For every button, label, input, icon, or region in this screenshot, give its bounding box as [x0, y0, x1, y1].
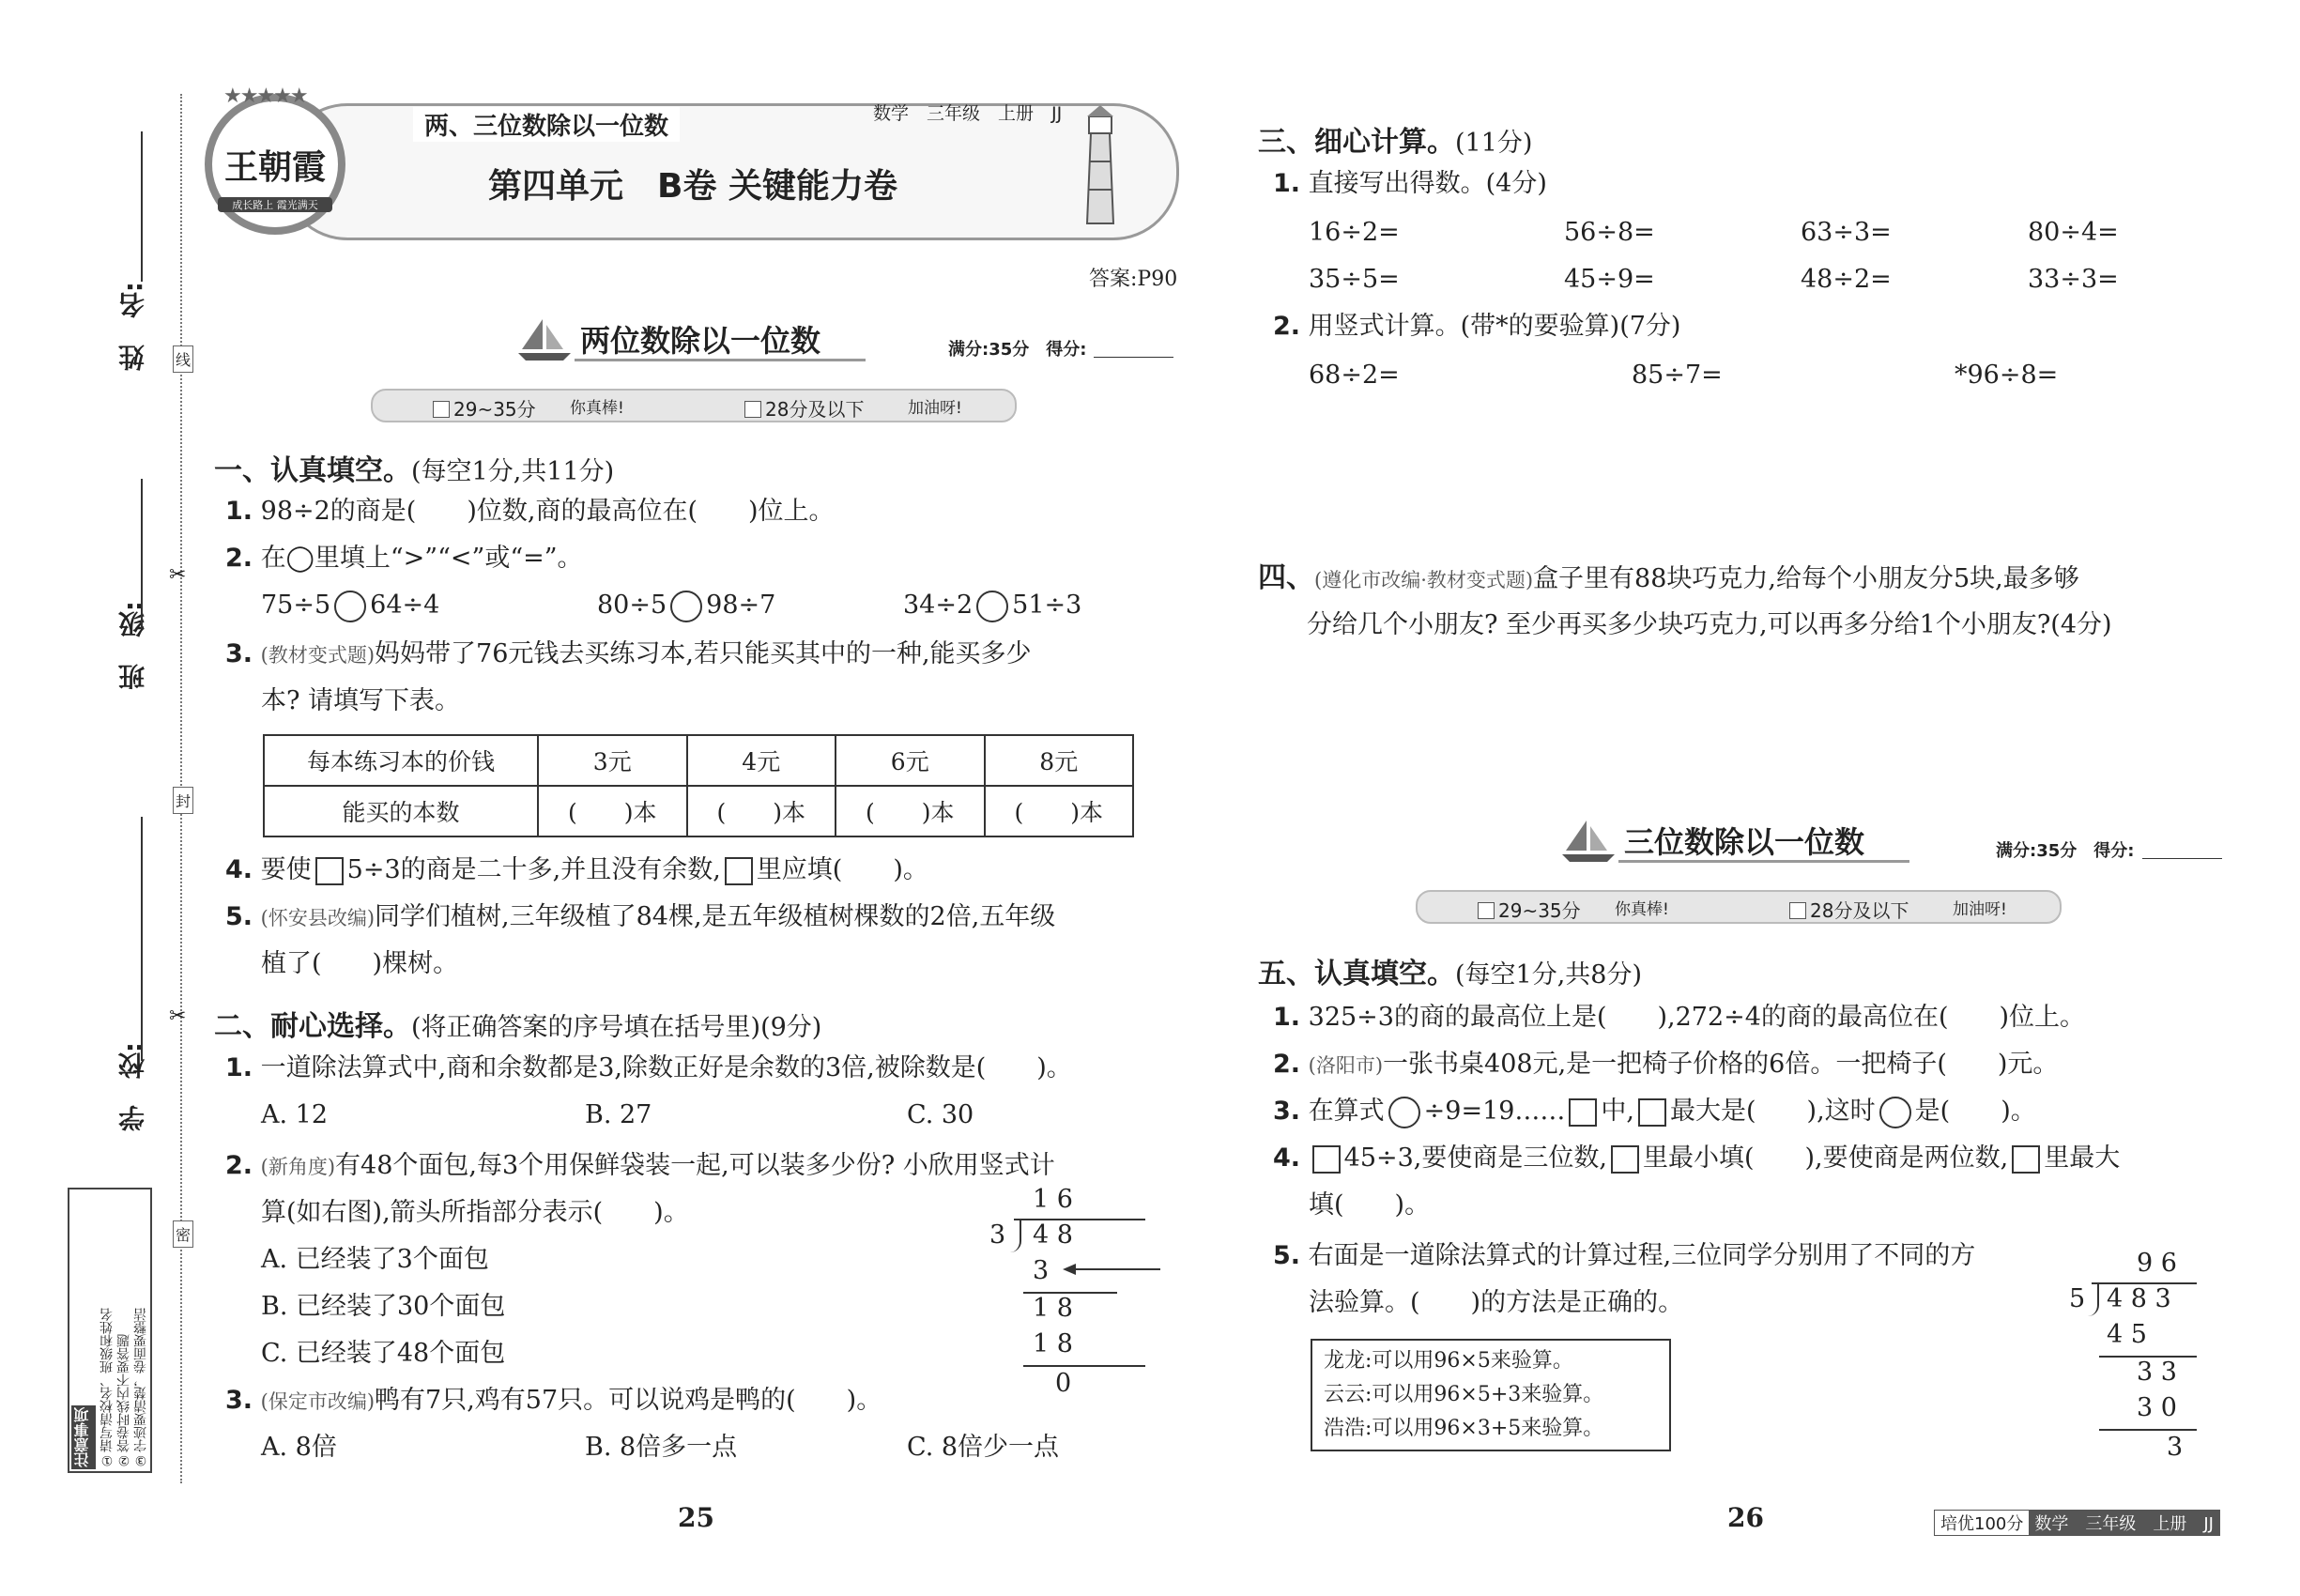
table-cell: 6元	[836, 735, 985, 786]
s2-q2-line2: 算(如右图),箭头所指部分表示( )。	[261, 1198, 689, 1227]
answer-box[interactable]	[1312, 1145, 1341, 1174]
q-number: 5.	[225, 902, 253, 931]
q-text: 要使	[260, 855, 312, 884]
calc-item: 16÷2=	[1309, 218, 1400, 247]
s5-q3	[1273, 1093, 2036, 1130]
answer-box[interactable]	[725, 857, 753, 885]
answer-box[interactable]	[1611, 1145, 1639, 1174]
table-cell: 3元	[538, 735, 687, 786]
q-source: (保定市改编)	[260, 1390, 376, 1413]
section-3-heading: 三、细心计算。	[1258, 126, 1455, 159]
remainder: 3	[2167, 1433, 2184, 1462]
s5-q1	[1273, 999, 2085, 1036]
remainder: 0	[1055, 1369, 1072, 1398]
table-cell: 8元	[985, 735, 1134, 786]
part1-title: 两位数除以一位数	[580, 323, 821, 359]
q-text: 妈妈带了76元钱去买练习本,若只能买其中的一种,能买多少	[375, 639, 1032, 668]
method-haohao: 浩浩:可以用96×3+5来验算。	[1324, 1417, 1604, 1440]
arrow-icon	[1063, 1260, 1160, 1279]
calc-item: 68÷2=	[1309, 361, 1400, 390]
cut-mark-feng: 封	[173, 787, 193, 814]
q-number: 3.	[225, 639, 253, 668]
q-text: 里最大	[2044, 1143, 2121, 1173]
compare-circle[interactable]	[334, 591, 366, 622]
section-5-note: (每空1分,共8分)	[1455, 960, 1643, 990]
logo-stars-icon: ★★★★★	[223, 84, 307, 108]
s5-q2	[1273, 1046, 2058, 1084]
calc-item: 45÷9=	[1564, 265, 1655, 294]
q-text: 里最小填( ),要使商是两位数,	[1642, 1143, 2009, 1173]
q-source: (怀安县改编)	[260, 907, 376, 929]
q-number: 1.	[1273, 1003, 1301, 1032]
q-number: 2.	[1273, 1050, 1301, 1079]
notice-title: 注意事项	[71, 1405, 96, 1469]
school-label: 学 校:	[117, 1042, 148, 1132]
q-text: 一道除法算式中,商和余数都是3,除数正好是余数的3倍,被除数是( )。	[260, 1053, 1072, 1082]
s2-q2	[225, 1147, 1055, 1186]
part2-title-underline	[1618, 860, 1909, 863]
part1-score: 满分:35分 得分:	[948, 340, 1087, 360]
table-row	[264, 786, 1133, 836]
page-number-left: 25	[678, 1502, 714, 1533]
q-number: 1.	[225, 497, 253, 526]
notice-line-3: ③字迹要清楚，卷面要整洁	[133, 1308, 148, 1467]
logo-text: 王朝霞	[223, 147, 326, 187]
name-line	[141, 131, 143, 282]
answer-box[interactable]	[1638, 1098, 1666, 1127]
q-text: 是( )。	[1914, 1097, 2036, 1126]
q-text: 45÷3,要使商是三位数,	[1343, 1143, 1607, 1173]
section-1-title	[214, 447, 614, 488]
q-number: 4.	[1273, 1143, 1301, 1173]
calc-item: 35÷5=	[1309, 265, 1400, 294]
header-meta: 数学 三年级 上册 JJ	[873, 103, 1063, 124]
rating-a-note: 你真棒!	[1615, 900, 1669, 919]
division-bracket	[1010, 1219, 1021, 1252]
table-cell: 每本练习本的价钱	[264, 735, 538, 786]
calc-item: 33÷3=	[2028, 265, 2119, 294]
rating-a-label: 29~35分	[1498, 899, 1581, 922]
answer-cell[interactable]: ( )本	[538, 786, 687, 836]
part2-score-line	[2142, 858, 2222, 859]
answer-circle[interactable]	[1879, 1097, 1911, 1128]
class-label: 班 级:	[117, 601, 148, 691]
calc-item: *96÷8=	[1955, 361, 2059, 390]
q-text: 里应填( )。	[756, 855, 928, 884]
step-2: 1 8	[1033, 1294, 1073, 1323]
checkbox[interactable]	[1789, 902, 1806, 919]
compare-circle[interactable]	[976, 591, 1008, 622]
s3-q2	[1273, 308, 1680, 345]
option-b[interactable]: B. 8倍多一点	[585, 1433, 738, 1462]
q-number: 3.	[225, 1386, 253, 1415]
price-table	[263, 734, 1134, 837]
footer-badge-meta: 数学 三年级 上册 JJ	[2029, 1511, 2219, 1535]
section-3-note: (11分)	[1455, 129, 1533, 158]
calc-item: 63÷3=	[1801, 218, 1892, 247]
section-1-heading: 一、认真填空。	[214, 454, 411, 487]
q-text: 鸭有7只,鸡有57只。可以说鸡是鸭的( )。	[375, 1386, 882, 1415]
answer-box[interactable]	[2012, 1145, 2040, 1174]
q-text: 右面是一道除法算式的计算过程,三位同学分别用了不同的方	[1308, 1241, 1976, 1270]
rating-b-label: 28分及以下	[765, 398, 865, 421]
page-title: 第四单元 B卷 关键能力卷	[488, 167, 897, 206]
logo-badge	[205, 84, 345, 235]
answer-cell[interactable]: ( )本	[836, 786, 985, 836]
part2-score: 满分:35分 得分:	[1996, 841, 2135, 861]
s1-q3-line2: 本? 请填写下表。	[261, 686, 461, 715]
answer-ref: 答案:P90	[1089, 268, 1178, 291]
rating-b-label: 28分及以下	[1810, 899, 1909, 922]
division-line	[2099, 1429, 2197, 1431]
divisor: 5	[2069, 1284, 2086, 1313]
long-division-483-5	[2065, 1249, 2197, 1474]
calc-item: 56÷8=	[1564, 218, 1655, 247]
section-4-heading: 四、	[1258, 561, 1314, 594]
option-c[interactable]: C. 8倍少一点	[907, 1433, 1060, 1462]
option-c[interactable]: C. 30	[907, 1100, 974, 1129]
dividend: 4 8 3	[2107, 1284, 2171, 1313]
long-division-48-3	[986, 1185, 1145, 1410]
q-text: 325÷3的商的最高位上是( ),272÷4的商的最高位在( )位上。	[1308, 1003, 2086, 1032]
division-line	[1023, 1365, 1145, 1367]
q-source: (教材变式题)	[260, 644, 376, 667]
option-c[interactable]: C. 已经装了48个面包	[261, 1339, 506, 1368]
rating-a-note: 你真棒!	[570, 399, 624, 418]
logo-subtext: 成长路上 霞光满天	[218, 197, 332, 212]
s1-q4	[225, 852, 928, 889]
part1-rating-bar	[371, 389, 1017, 422]
q-text: 用竖式计算。(带*的要验算)(7分)	[1308, 312, 1681, 341]
option-a[interactable]: A. 已经装了3个面包	[261, 1245, 489, 1274]
q-source: (新角度)	[260, 1156, 336, 1178]
calc-item: 48÷2=	[1801, 265, 1892, 294]
expr: 75÷5	[261, 591, 331, 620]
step-1: 3	[1033, 1256, 1050, 1285]
name-label: 姓 名:	[117, 282, 148, 372]
rating-b-note: 加油呀!	[1953, 900, 2007, 919]
quotient: 1 6	[1033, 1185, 1073, 1214]
step-1: 4 5	[2107, 1320, 2147, 1349]
answer-cell[interactable]: ( )本	[687, 786, 836, 836]
q-text: 98÷2的商是( )位数,商的最高位在( )位上。	[260, 497, 835, 526]
table-cell: 4元	[687, 735, 836, 786]
s5-q4	[1273, 1140, 2120, 1177]
q-text: ÷9=19……	[1423, 1097, 1566, 1126]
s5-q5-line2: 法验算。( )的方法是正确的。	[1309, 1288, 1684, 1317]
footer-badge	[1934, 1510, 2220, 1536]
part2-rating-bar	[1416, 890, 2062, 924]
q-text: 直接写出得数。(4分)	[1308, 169, 1547, 198]
q-text: 一张书桌408元,是一把椅子价格的6倍。一把椅子( )元。	[1383, 1050, 2059, 1079]
verification-box	[1311, 1339, 1671, 1451]
part1-score-line	[1094, 357, 1173, 358]
expr: 64÷4	[370, 591, 440, 620]
option-b[interactable]: B. 27	[585, 1100, 652, 1129]
q-text: 5÷3的商是二十多,并且没有余数,	[346, 855, 721, 884]
section-2-note: (将正确答案的序号填在括号里)(9分)	[411, 1013, 822, 1042]
notice-box	[68, 1188, 152, 1473]
answer-cell[interactable]: ( )本	[985, 786, 1134, 836]
sailboat-icon	[514, 315, 575, 366]
section-5-title	[1258, 950, 1642, 991]
header-topic: 两、三位数除以一位数	[413, 107, 680, 142]
s5-q4-line2: 填( )。	[1309, 1190, 1431, 1220]
step-2: 3 3	[2137, 1358, 2177, 1387]
q-number: 2.	[225, 544, 253, 573]
q-text: 最大是( ),这时	[1670, 1097, 1876, 1126]
section-5-heading: 五、认真填空。	[1258, 958, 1455, 990]
section-1-note: (每空1分,共11分)	[411, 457, 615, 486]
dividend: 4 8	[1033, 1220, 1073, 1250]
option-b[interactable]: B. 已经装了30个面包	[261, 1292, 506, 1321]
q-text: 同学们植树,三年级植了84棵,是五年级植树棵数的2倍,五年级	[375, 902, 1056, 931]
lighthouse-icon	[1078, 105, 1123, 227]
calc-item: 85÷7=	[1632, 361, 1723, 390]
step-3: 3 0	[2137, 1393, 2177, 1422]
school-line	[141, 817, 143, 1061]
answer-circle[interactable]	[1388, 1097, 1420, 1128]
scissors-icon: ✂	[169, 563, 187, 587]
method-yunyun: 云云:可以用96×5+3来验算。	[1324, 1383, 1604, 1406]
section-3-title	[1258, 118, 1532, 160]
checkbox[interactable]	[744, 401, 761, 418]
s5-q5	[1273, 1237, 1975, 1275]
q-number: 1.	[1273, 169, 1301, 198]
section-2-title	[214, 1003, 821, 1044]
checkbox[interactable]	[1478, 902, 1495, 919]
section-2-heading: 二、耐心选择。	[214, 1010, 411, 1043]
answer-box[interactable]	[315, 857, 344, 885]
expr: 34÷2	[903, 591, 974, 620]
option-a[interactable]: A. 8倍	[261, 1433, 337, 1462]
cut-mark-mi: 密	[173, 1220, 193, 1248]
q-text: 在算式	[1308, 1097, 1385, 1126]
rating-b-note: 加油呀!	[908, 399, 962, 418]
q-number: 3.	[1273, 1097, 1301, 1126]
s1-q5	[225, 898, 1055, 937]
option-a[interactable]: A. 12	[261, 1100, 329, 1129]
s1-q5-line2: 植了( )棵树。	[261, 949, 459, 978]
q-source: (洛阳市)	[1308, 1054, 1384, 1077]
q-number: 2.	[225, 1151, 253, 1180]
sailboat-icon	[1558, 817, 1618, 867]
answer-box[interactable]	[1569, 1098, 1597, 1127]
step-3: 1 8	[1033, 1329, 1073, 1358]
expr: 98÷7	[706, 591, 776, 620]
rating-a-label: 29~35分	[453, 398, 536, 421]
method-longlong: 龙龙:可以用96×5来验算。	[1324, 1349, 1573, 1373]
notice-line-1: ①请写清校名、班级和姓名	[100, 1308, 115, 1467]
section-4-line2: 分给几个小朋友? 至少再买多少块巧克力,可以再多分给1个小朋友?(4分)	[1307, 610, 2112, 639]
q-number: 2.	[1273, 312, 1301, 341]
cut-mark-xian: 线	[173, 345, 193, 373]
table-row	[264, 735, 1133, 786]
s1-q1	[225, 493, 835, 530]
s1-q2	[225, 540, 583, 577]
page-number-right: 26	[1727, 1502, 1764, 1533]
notice-line-2: ②答卷时线内不要答题	[116, 1334, 131, 1467]
q-number: 4.	[225, 855, 253, 884]
division-bracket	[2088, 1282, 2099, 1316]
q-text: 有48个面包,每3个用保鲜袋装一起,可以装多少份? 小欣用竖式计	[335, 1151, 1055, 1180]
q-source: (遵化市改编·教材变式题)	[1314, 569, 1534, 591]
footer-badge-brand: 培优100分	[1940, 1514, 2024, 1534]
section-4	[1258, 560, 2079, 599]
s1-q3	[225, 636, 1032, 674]
part1-title-underline	[575, 359, 866, 361]
scissors-icon: ✂	[169, 1005, 187, 1028]
table-cell: 能买的本数	[264, 786, 538, 836]
s3-q1	[1273, 165, 1547, 203]
q-text: 盒子里有88块巧克力,给每个小朋友分5块,最多够	[1533, 564, 2079, 593]
s2-q3	[225, 1382, 882, 1420]
q-number: 1.	[225, 1053, 253, 1082]
class-line	[141, 479, 143, 629]
checkbox[interactable]	[433, 401, 450, 418]
compare-circle[interactable]	[670, 591, 702, 622]
calc-item: 80÷4=	[2028, 218, 2119, 247]
expr: 51÷3	[1012, 591, 1082, 620]
q-text: 中,	[1601, 1097, 1635, 1126]
q-number: 5.	[1273, 1241, 1301, 1270]
q-text: 在◯里填上“>”“<”或“=”。	[260, 544, 583, 573]
expr: 80÷5	[597, 591, 667, 620]
part2-title: 三位数除以一位数	[1624, 824, 1865, 860]
divisor: 3	[989, 1220, 1006, 1250]
s2-q1	[225, 1050, 1072, 1087]
quotient: 9 6	[2137, 1249, 2177, 1278]
